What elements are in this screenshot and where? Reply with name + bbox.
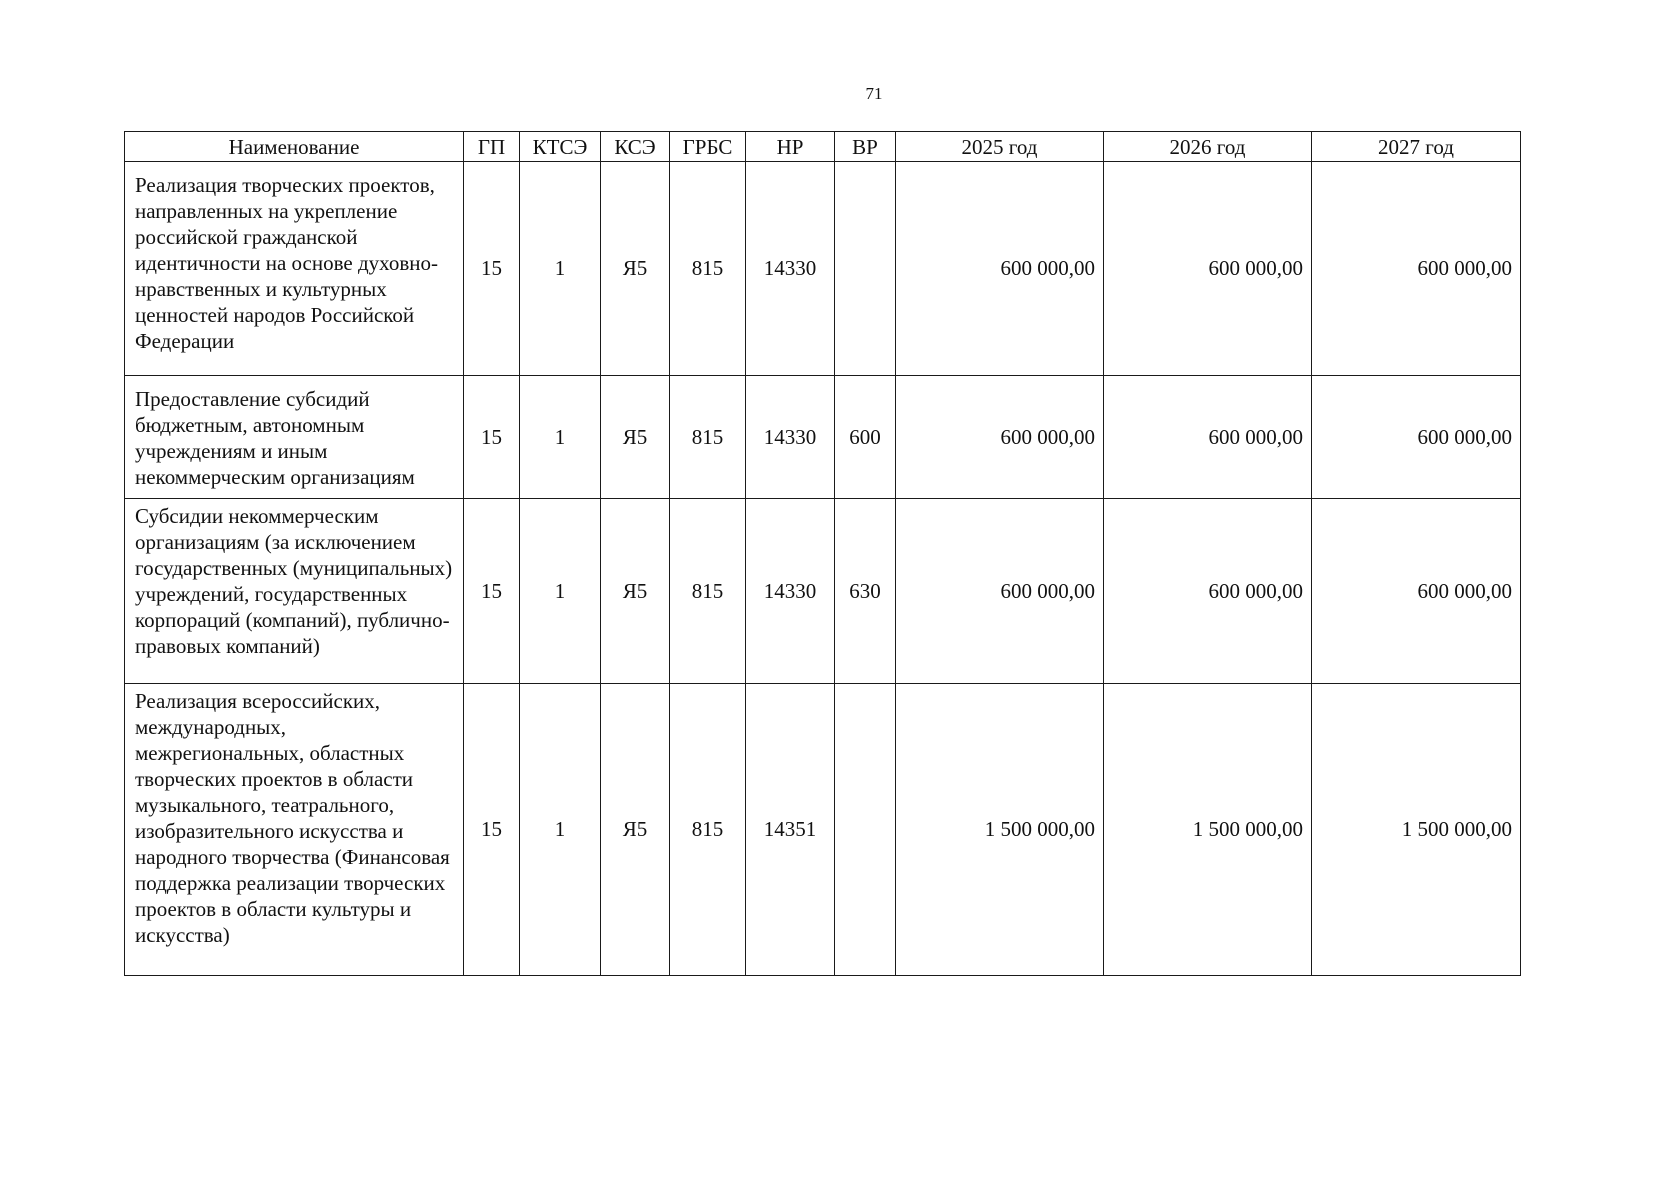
row-name: Реализация всероссийских, международных, межрегиональных, областных творческих проектов в области музыкального, театрального, изобразительного искусства и народного творчества (Финансовая поддержка реализации творческих проектов в области культуры и искусства) (125, 684, 464, 976)
row-nr: 14330 (746, 499, 835, 684)
row-grbs: 815 (670, 376, 746, 499)
row-amount-2025: 1 500 000,00 (896, 684, 1104, 976)
table-row (125, 684, 1521, 976)
table-row (125, 499, 1521, 684)
row-nr: 14351 (746, 684, 835, 976)
row-kse: Я5 (601, 162, 670, 376)
row-gp: 15 (464, 684, 520, 976)
header-name: Наименование (125, 132, 464, 162)
table-row (125, 376, 1521, 499)
row-amount-2026: 600 000,00 (1104, 376, 1312, 499)
row-amount-2026: 1 500 000,00 (1104, 684, 1312, 976)
header-grbs: ГРБС (670, 132, 746, 162)
header-ktse: КТСЭ (520, 132, 601, 162)
row-amount-2027: 600 000,00 (1312, 376, 1521, 499)
row-vr (835, 162, 896, 376)
row-ktse: 1 (520, 162, 601, 376)
row-name: Предоставление субсидий бюджетным, автономным учреждениям и иным некоммерческим организациям (125, 376, 464, 499)
row-kse: Я5 (601, 499, 670, 684)
row-amount-2027: 1 500 000,00 (1312, 684, 1521, 976)
row-amount-2026: 600 000,00 (1104, 499, 1312, 684)
row-grbs: 815 (670, 162, 746, 376)
row-gp: 15 (464, 376, 520, 499)
row-vr (835, 684, 896, 976)
row-kse: Я5 (601, 684, 670, 976)
row-name: Субсидии некоммерческим организациям (за исключением государственных (муниципальных) учреждений, государственных корпораций (компаний), публично-правовых компаний) (125, 499, 464, 684)
row-vr: 600 (835, 376, 896, 499)
page-number: 71 (865, 84, 883, 103)
row-grbs: 815 (670, 684, 746, 976)
header-kse: КСЭ (601, 132, 670, 162)
row-name: Реализация творческих проектов, направленных на укрепление российской гражданской идентичности на основе духовно-нравственных и культурных ценностей народов Российской Федерации (125, 162, 464, 376)
row-vr: 630 (835, 499, 896, 684)
row-amount-2027: 600 000,00 (1312, 499, 1521, 684)
row-amount-2025: 600 000,00 (896, 499, 1104, 684)
row-ktse: 1 (520, 684, 601, 976)
budget-table (124, 131, 1521, 976)
row-gp: 15 (464, 499, 520, 684)
header-vr: ВР (835, 132, 896, 162)
row-gp: 15 (464, 162, 520, 376)
row-ktse: 1 (520, 499, 601, 684)
row-amount-2025: 600 000,00 (896, 376, 1104, 499)
row-nr: 14330 (746, 162, 835, 376)
table-row (125, 162, 1521, 376)
header-row (125, 132, 1521, 162)
row-kse: Я5 (601, 376, 670, 499)
header-2026: 2026 год (1104, 132, 1312, 162)
header-2025: 2025 год (896, 132, 1104, 162)
row-amount-2026: 600 000,00 (1104, 162, 1312, 376)
header-gp: ГП (464, 132, 520, 162)
row-ktse: 1 (520, 376, 601, 499)
row-nr: 14330 (746, 376, 835, 499)
row-amount-2027: 600 000,00 (1312, 162, 1521, 376)
row-amount-2025: 600 000,00 (896, 162, 1104, 376)
header-nr: НР (746, 132, 835, 162)
header-2027: 2027 год (1312, 132, 1521, 162)
row-grbs: 815 (670, 499, 746, 684)
